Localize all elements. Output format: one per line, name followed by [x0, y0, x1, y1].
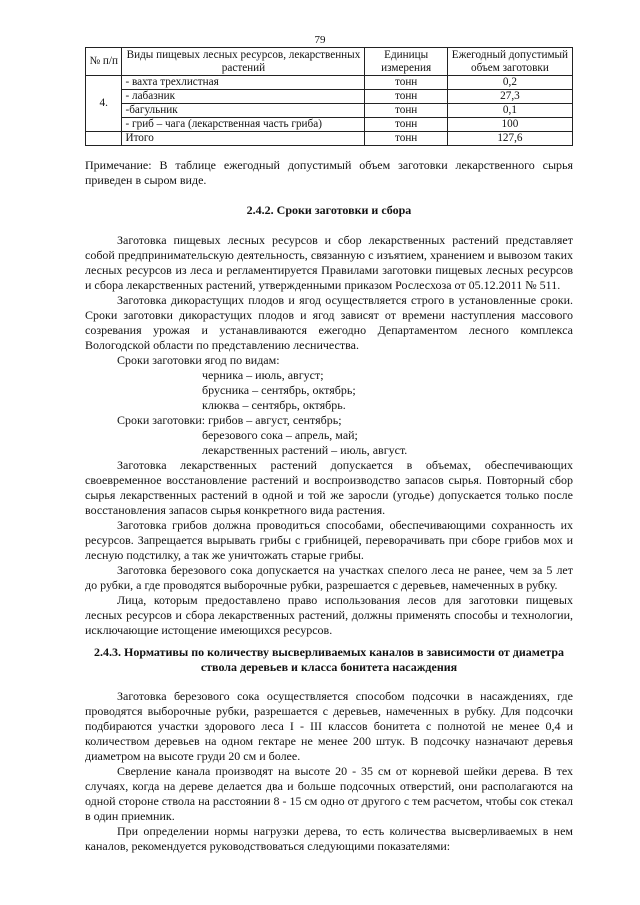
header-unit: Единицы измерения	[365, 48, 447, 76]
row-name: - вахта трехлистная	[122, 76, 365, 90]
list-item: березового сока – апрель, май;	[202, 428, 358, 442]
list-item: черника – июль, август;	[202, 368, 324, 382]
paragraph: Заготовка грибов должна проводиться способами, обеспечивающими сохранность их ресурсов. Запрещается вырывать грибы с грибницей, переворачивать при сборе грибов мох и лесную подстилку, а так же уничтожать старые грибы.	[85, 518, 573, 562]
paragraph: Сверление канала производят на высоте 20 - 35 см от корневой шейки дерева. В тех случаях, когда на дереве делается два и больше подсочных отверстий, они располагаются на одной стороне ствола на расстоянии 8 - 15 см одно от другого с тем расчетом, чтобы сок стекал в один приемник.	[85, 764, 573, 823]
terms-line: Сроки заготовки: грибов – август, сентябрь;	[117, 413, 342, 427]
section-2-4-3-body	[85, 689, 573, 854]
row-name: - гриб – чага (лекарственная часть гриба)	[122, 118, 365, 132]
total-unit: тонн	[365, 132, 447, 146]
page-number: 79	[314, 34, 326, 46]
berries-intro: Сроки заготовки ягод по видам:	[117, 353, 280, 367]
total-value: 127,6	[447, 132, 572, 146]
resources-table	[85, 47, 573, 146]
paragraph: Лица, которым предоставлено право использования лесов для заготовки пищевых лесных ресурсов и сбора лекарственных растений, должны применять способы и технологии, исключающие истощение имеющихся ресурсов.	[85, 593, 573, 637]
row-unit: тонн	[365, 76, 447, 90]
section-title-2-4-2: 2.4.2. Сроки заготовки и сбора	[246, 203, 412, 217]
table-row	[86, 90, 573, 104]
section-title-2-4-3: 2.4.3. Нормативы по количеству высверливаемых каналов в зависимости от диаметра ствола деревьев и класса бонитета насаждения	[94, 645, 564, 674]
group-number: 4.	[86, 76, 122, 132]
paragraph: Заготовка дикорастущих плодов и ягод осуществляется строго в установленные сроки. Сроки заготовки дикорастущих плодов и ягод зависят от времени наступления массового созревания урожая и устанавливаются ежегодно Департаментом лесного комплекса Вологодской области по представлению лесничества.	[85, 293, 573, 352]
row-name: - лабазник	[122, 90, 365, 104]
table-row	[86, 76, 573, 90]
paragraph: Заготовка пищевых лесных ресурсов и сбор лекарственных растений представляет собой предпринимательскую деятельность, связанную с изъятием, хранением и вывозом таких лесных ресурсов из леса и регламентируется Правилами заготовки пищевых лесных ресурсов и сбора лекарственных растений, утвержденными приказом Рослесхоза от 05.12.2011 № 511.	[85, 233, 573, 292]
section-2-4-2-body	[85, 233, 573, 638]
row-unit: тонн	[365, 104, 447, 118]
header-resource-type: Виды пищевых лесных ресурсов, лекарственных растений	[122, 48, 365, 76]
table-note: Примечание: В таблице ежегодный допустимый объем заготовки лекарственного сырья приведен в сыром виде.	[85, 158, 573, 187]
total-name: Итого	[122, 132, 365, 146]
row-value: 0,2	[447, 76, 572, 90]
table-row	[86, 104, 573, 118]
row-unit: тонн	[365, 90, 447, 104]
paragraph: Заготовка березового сока осуществляется способом подсочки в насаждениях, где проводятся выборочные рубки, разрешается с деревьев, намеченных в рубку. Для подсочки подбираются участки здорового леса I - III классов бонитета с полнотой не менее 0,4 и количеством деревьев на одном гектаре не менее 200 штук. В подсочку назначают деревья диаметром на высоте груди 20 см и более.	[85, 689, 573, 763]
row-unit: тонн	[365, 118, 447, 132]
paragraph: При определении нормы нагрузки дерева, то есть количества высверливаемых в нем каналов, рекомендуется руководствоваться следующими показателями:	[85, 824, 573, 853]
row-value: 100	[447, 118, 572, 132]
paragraph: Заготовка березового сока допускается на участках спелого леса не ранее, чем за 5 лет до рубки, а где проводятся выборочные рубки, разрешается с деревьев, намеченных в рубку.	[85, 563, 573, 592]
header-number: № п/п	[86, 48, 122, 76]
table-row	[86, 118, 573, 132]
header-allowed-volume: Ежегодный допустимый объем заготовки	[447, 48, 572, 76]
list-item: лекарственных растений – июль, август.	[202, 443, 408, 457]
table-total-row	[86, 132, 573, 146]
row-value: 0,1	[447, 104, 572, 118]
list-item: клюква – сентябрь, октябрь.	[202, 398, 346, 412]
row-name: -багульник	[122, 104, 365, 118]
list-item: брусника – сентябрь, октябрь;	[202, 383, 356, 397]
row-value: 27,3	[447, 90, 572, 104]
paragraph: Заготовка лекарственных растений допускается в объемах, обеспечивающих своевременное восстановление растений и воспроизводство запасов сырья. Повторный сбор сырья лекарственных растений в одной и той же заросли (угодье) допускается только после восстановления запасов сырья конкретного вида растения.	[85, 458, 573, 517]
table-header-row	[86, 48, 573, 76]
